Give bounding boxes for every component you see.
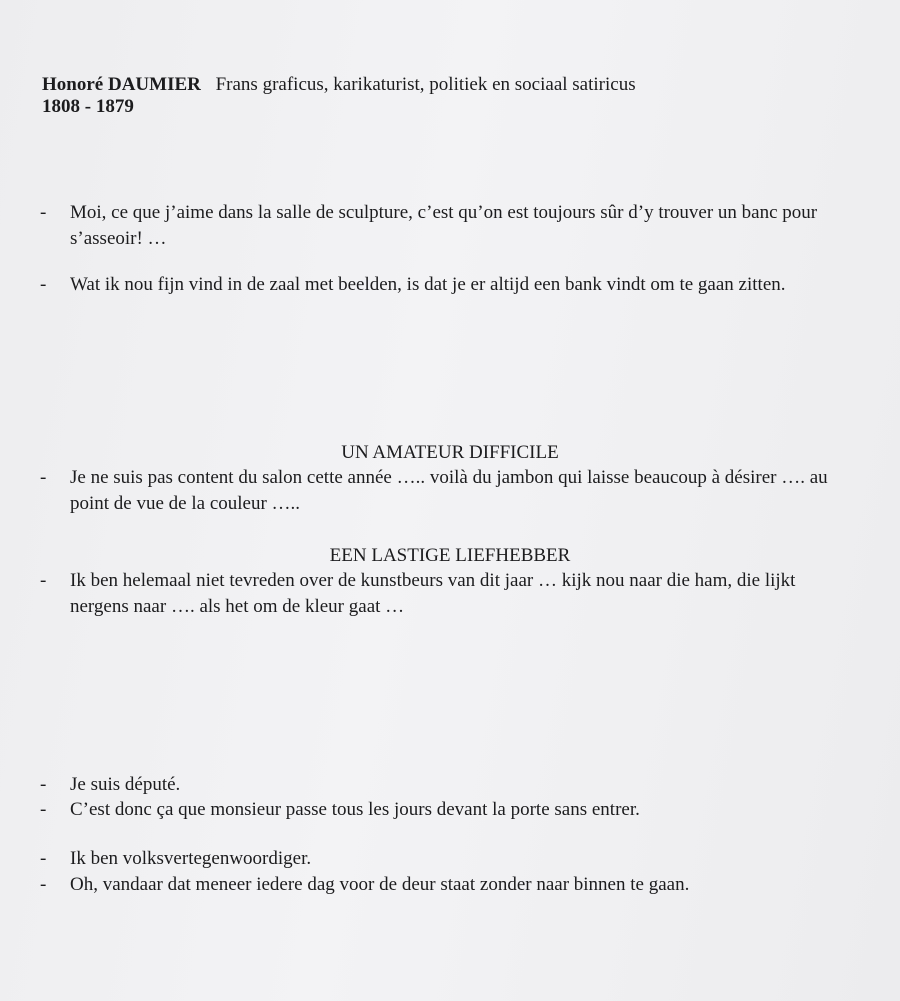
quote-1-dutch: [40, 272, 830, 298]
quote-text: Ik ben helemaal niet tevreden over de kunstbeurs van dit jaar … kijk nou naar die ham, die lijkt nergens naar …. als het om de kleur gaat …: [70, 570, 796, 617]
author-last-name: DAUMIER: [107, 74, 201, 95]
quote-2-french: [40, 465, 840, 517]
quote-text: Oh, vandaar dat meneer iedere dag voor de deur staat zonder naar binnen te gaan.: [70, 874, 690, 895]
quote-text: Ik ben volksvertegenwoordiger.: [70, 848, 312, 869]
bullet-dash: -: [40, 848, 47, 869]
quote-3-dutch-line-1: [40, 846, 860, 872]
quote-text: Moi, ce que j’aime dans la salle de sculpture, c’est qu’on est toujours sûr d’y trouver un banc pour s’asseoir! …: [70, 202, 818, 249]
quote-3-french-line-2: [40, 797, 860, 823]
bullet-dash: -: [40, 467, 47, 488]
bullet-dash: -: [40, 799, 47, 820]
quote-text: C’est donc ça que monsieur passe tous les jours devant la porte sans entrer.: [70, 799, 640, 820]
quote-1-french: [40, 200, 830, 252]
bullet-dash: -: [40, 274, 47, 295]
quote-3-french-line-1: [40, 772, 860, 798]
quote-text: Je ne suis pas content du salon cette année ….. voilà du jambon qui laisse beaucoup à désirer …. au point de vue de la couleur …..: [70, 467, 828, 514]
caption-title-french: UN AMATEUR DIFFICILE: [341, 442, 559, 463]
author-years: 1808 - 1879: [42, 96, 134, 117]
author-description: Frans graficus, karikaturist, politiek en sociaal satiricus: [215, 74, 636, 95]
author-line: [42, 74, 636, 96]
author-first-name: Honoré: [42, 74, 104, 95]
document-header: [42, 74, 636, 118]
quote-2-dutch: [40, 568, 830, 620]
bullet-dash: -: [40, 202, 47, 223]
bullet-dash: -: [40, 774, 47, 795]
bullet-dash: -: [40, 570, 47, 591]
bullet-dash: -: [40, 874, 47, 895]
quote-text: Je suis député.: [70, 774, 181, 795]
caption-title-dutch: EEN LASTIGE LIEFHEBBER: [329, 545, 571, 566]
quote-text: Wat ik nou fijn vind in de zaal met beelden, is dat je er altijd een bank vindt om te gaan zitten.: [70, 274, 786, 295]
quote-3-dutch-line-2: [40, 872, 860, 898]
